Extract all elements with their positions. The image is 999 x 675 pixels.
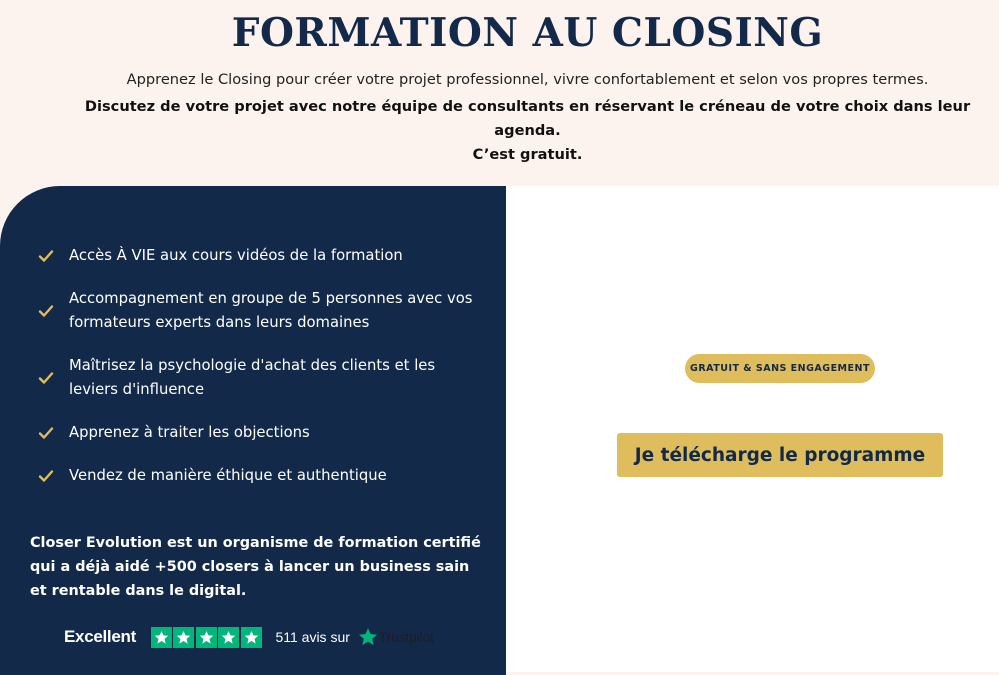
- trustpilot-star-icon: [358, 627, 378, 647]
- star-icon: [218, 627, 239, 648]
- check-icon: [38, 468, 54, 484]
- download-program-button[interactable]: Je télécharge le programme: [617, 433, 943, 477]
- star-icon: [241, 627, 262, 648]
- star-icon: [151, 627, 172, 648]
- feature-item: [38, 244, 478, 268]
- feature-text: Maîtrisez la psychologie d'achat des clients et les leviers d'influence: [69, 357, 436, 398]
- free-badge: GRATUIT & SANS ENGAGEMENT: [685, 354, 875, 383]
- feature-text: Vendez de manière éthique et authentique: [69, 467, 387, 484]
- page-title: FORMATION AU CLOSING: [231, 10, 824, 56]
- feature-list: [38, 244, 478, 507]
- feature-item: [38, 421, 478, 445]
- rating-label: Excellent: [64, 627, 136, 646]
- check-icon: [38, 425, 54, 441]
- review-count: 511 avis sur: [275, 629, 350, 645]
- hero-cta-line: Discutez de votre projet avec notre équipe de consultants en réservant le créneau de votre choix dans leur agenda.: [84, 98, 971, 139]
- hero-cta-text: [60, 95, 995, 167]
- features-panel: [0, 186, 506, 675]
- feature-text: Accès À VIE aux cours vidéos de la formation: [69, 247, 403, 264]
- rating-stars: [151, 627, 264, 648]
- feature-item: [38, 287, 478, 335]
- hero-section: [0, 0, 999, 186]
- trustpilot-logo-text: Trustpilot: [378, 629, 434, 645]
- check-icon: [38, 303, 54, 319]
- hero-cta-free: C’est gratuit.: [472, 146, 583, 163]
- about-text: Closer Evolution est un organisme de formation certifié qui a déjà aidé +500 closers à lancer un business sain et rentable dans le digital.: [30, 535, 481, 599]
- star-icon: [196, 627, 217, 648]
- trustpilot-widget[interactable]: [64, 625, 434, 649]
- hero-subtitle: Apprenez le Closing pour créer votre projet professionnel, vivre confortablement et selon vos propres termes.: [126, 71, 929, 88]
- check-icon: [38, 370, 54, 386]
- feature-text: Accompagnement en groupe de 5 personnes avec vos formateurs experts dans leurs domaines: [69, 290, 473, 331]
- star-icon: [173, 627, 194, 648]
- feature-item: [38, 354, 478, 402]
- offer-panel: [506, 186, 999, 672]
- check-icon: [38, 248, 54, 264]
- feature-text: Apprenez à traiter les objections: [69, 424, 310, 441]
- feature-item: [38, 464, 478, 488]
